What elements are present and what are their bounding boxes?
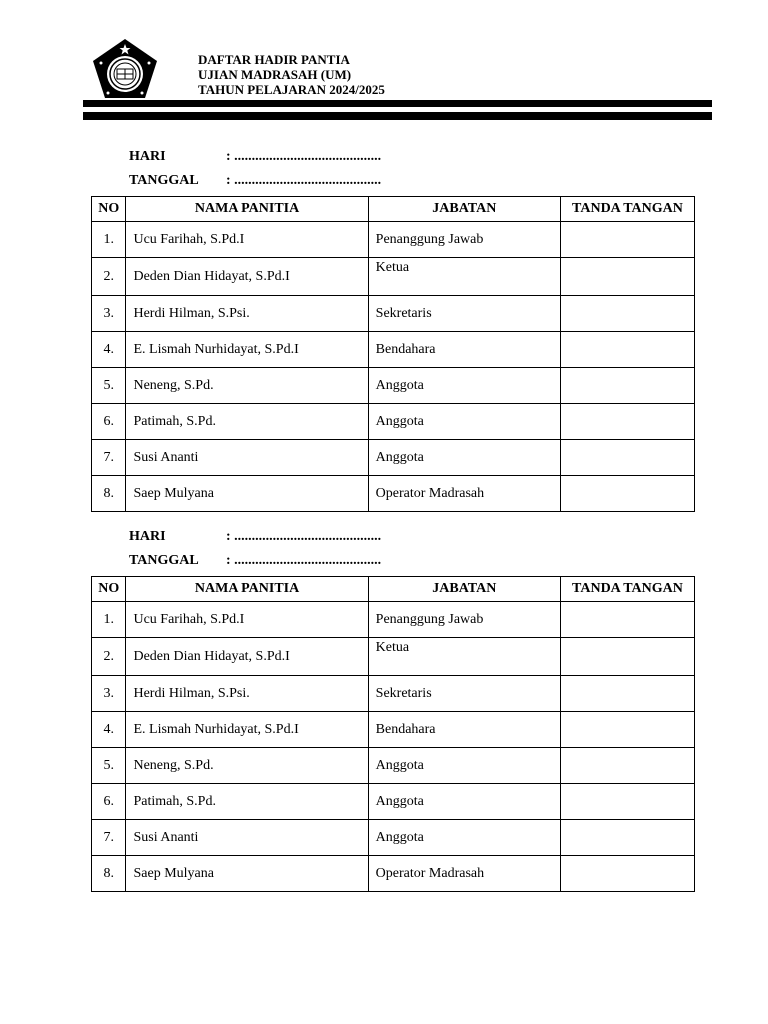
tanggal-label: TANGGAL (129, 553, 199, 568)
committee-name: Neneng, S.Pd. (126, 748, 368, 784)
committee-position: Penanggung Jawab (368, 222, 560, 258)
table-row (92, 222, 695, 258)
signature-cell[interactable] (560, 440, 694, 476)
table-header-row (92, 577, 695, 602)
signature-cell[interactable] (560, 676, 694, 712)
table-row (92, 820, 695, 856)
row-number: 4. (92, 712, 126, 748)
row-number: 7. (92, 440, 126, 476)
table-row (92, 784, 695, 820)
signature-cell[interactable] (560, 296, 694, 332)
committee-name: Patimah, S.Pd. (126, 784, 368, 820)
table-row (92, 332, 695, 368)
committee-name: Saep Mulyana (126, 476, 368, 512)
tanggal-value: : .......................................... (226, 173, 382, 188)
row-number: 6. (92, 784, 126, 820)
committee-position: Ketua (368, 258, 560, 296)
signature-cell[interactable] (560, 368, 694, 404)
document-title: DAFTAR HADIR PANTIA (198, 52, 350, 67)
row-number: 8. (92, 856, 126, 892)
table-row (92, 258, 695, 296)
attendance-table-1 (91, 196, 695, 512)
row-number: 3. (92, 676, 126, 712)
col-nama-header: NAMA PANITIA (126, 577, 368, 602)
committee-position: Anggota (368, 748, 560, 784)
committee-position: Anggota (368, 368, 560, 404)
committee-name: Susi Ananti (126, 820, 368, 856)
table-row (92, 748, 695, 784)
row-number: 1. (92, 222, 126, 258)
signature-cell[interactable] (560, 820, 694, 856)
signature-cell[interactable] (560, 602, 694, 638)
signature-cell[interactable] (560, 712, 694, 748)
signature-cell[interactable] (560, 332, 694, 368)
signature-cell[interactable] (560, 856, 694, 892)
committee-position: Anggota (368, 820, 560, 856)
row-number: 4. (92, 332, 126, 368)
table-row (92, 602, 695, 638)
committee-name: E. Lismah Nurhidayat, S.Pd.I (126, 712, 368, 748)
committee-name: E. Lismah Nurhidayat, S.Pd.I (126, 332, 368, 368)
col-jabatan-header: JABATAN (368, 577, 560, 602)
committee-position: Operator Madrasah (368, 856, 560, 892)
committee-name: Deden Dian Hidayat, S.Pd.I (126, 258, 368, 296)
signature-cell[interactable] (560, 258, 694, 296)
committee-position: Anggota (368, 784, 560, 820)
signature-cell[interactable] (560, 404, 694, 440)
committee-name: Herdi Hilman, S.Psi. (126, 296, 368, 332)
attendance-table-2 (91, 576, 695, 892)
committee-name: Deden Dian Hidayat, S.Pd.I (126, 638, 368, 676)
committee-position: Penanggung Jawab (368, 602, 560, 638)
signature-cell[interactable] (560, 222, 694, 258)
signature-cell[interactable] (560, 784, 694, 820)
madrasah-emblem-icon (91, 38, 159, 100)
academic-year: TAHUN PELAJARAN 2024/2025 (198, 82, 385, 97)
col-no-header: NO (92, 197, 126, 222)
table-row (92, 440, 695, 476)
table-row (92, 368, 695, 404)
tanggal-value: : .......................................... (226, 553, 382, 568)
table-row (92, 712, 695, 748)
hari-label: HARI (129, 529, 166, 544)
table-row (92, 404, 695, 440)
table-row (92, 476, 695, 512)
row-number: 5. (92, 368, 126, 404)
committee-position: Anggota (368, 440, 560, 476)
hari-value: : .......................................... (226, 149, 382, 164)
table-row (92, 296, 695, 332)
row-number: 3. (92, 296, 126, 332)
exam-name: UJIAN MADRASAH (UM) (198, 67, 352, 82)
signature-cell[interactable] (560, 476, 694, 512)
committee-position: Anggota (368, 404, 560, 440)
row-number: 6. (92, 404, 126, 440)
committee-position: Bendahara (368, 712, 560, 748)
hari-label: HARI (129, 149, 166, 164)
row-number: 7. (92, 820, 126, 856)
signature-cell[interactable] (560, 638, 694, 676)
committee-position: Ketua (368, 638, 560, 676)
committee-name: Susi Ananti (126, 440, 368, 476)
col-no-header: NO (92, 577, 126, 602)
row-number: 1. (92, 602, 126, 638)
tanggal-label: TANGGAL (129, 173, 199, 188)
col-jabatan-header: JABATAN (368, 197, 560, 222)
letterhead-title-block (198, 52, 385, 97)
committee-name: Ucu Farihah, S.Pd.I (126, 222, 368, 258)
committee-position: Operator Madrasah (368, 476, 560, 512)
header-divider-thick (83, 100, 712, 107)
committee-position: Sekretaris (368, 676, 560, 712)
committee-position: Bendahara (368, 332, 560, 368)
row-number: 2. (92, 638, 126, 676)
committee-name: Ucu Farihah, S.Pd.I (126, 602, 368, 638)
col-tanda-tangan-header: TANDA TANGAN (560, 577, 694, 602)
row-number: 5. (92, 748, 126, 784)
col-nama-header: NAMA PANITIA (126, 197, 368, 222)
row-number: 2. (92, 258, 126, 296)
row-number: 8. (92, 476, 126, 512)
col-tanda-tangan-header: TANDA TANGAN (560, 197, 694, 222)
committee-name: Patimah, S.Pd. (126, 404, 368, 440)
header-divider-thin (83, 112, 712, 120)
committee-name: Saep Mulyana (126, 856, 368, 892)
committee-name: Neneng, S.Pd. (126, 368, 368, 404)
table-row (92, 676, 695, 712)
table-row (92, 638, 695, 676)
committee-position: Sekretaris (368, 296, 560, 332)
table-row (92, 856, 695, 892)
hari-value: : .......................................... (226, 529, 382, 544)
table-header-row (92, 197, 695, 222)
signature-cell[interactable] (560, 748, 694, 784)
committee-name: Herdi Hilman, S.Psi. (126, 676, 368, 712)
